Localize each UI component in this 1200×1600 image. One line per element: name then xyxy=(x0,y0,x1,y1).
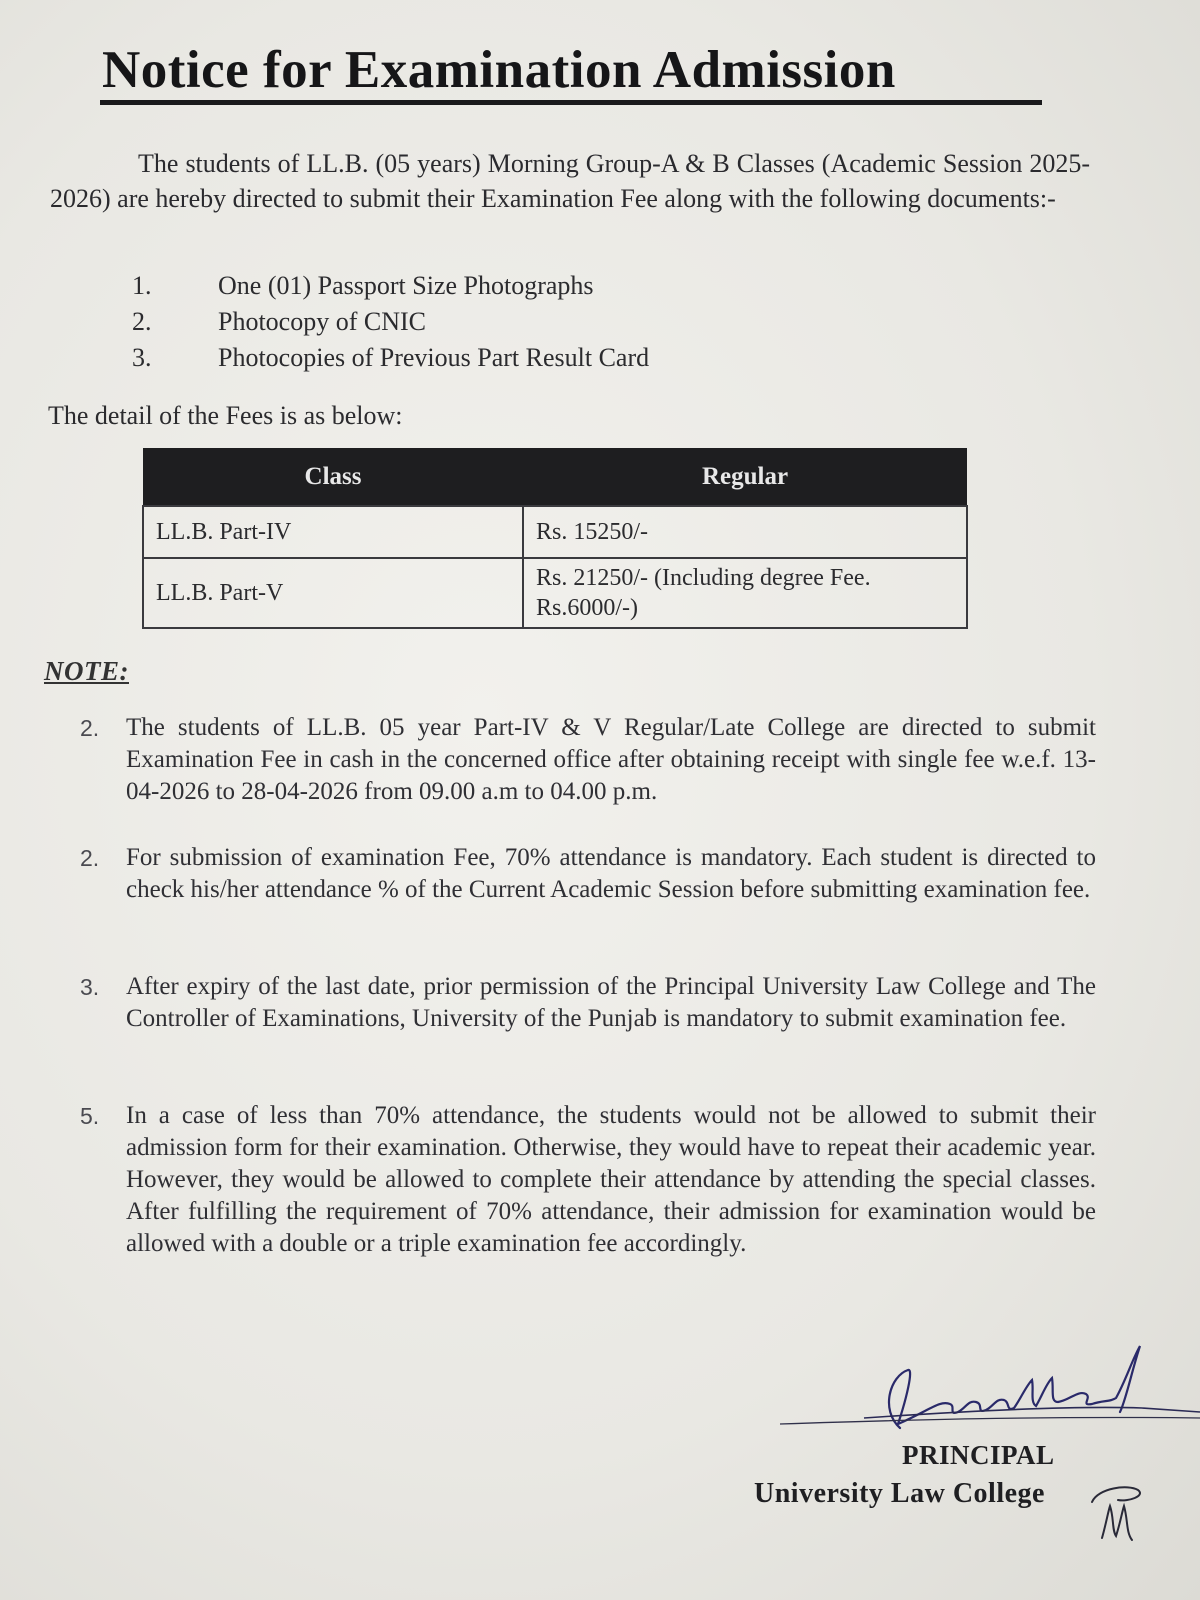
note-number: 2. xyxy=(80,715,100,741)
document-text: One (01) Passport Size Photographs xyxy=(218,271,594,300)
cell-class: LL.B. Part-IV xyxy=(143,506,523,558)
document-number: 1. xyxy=(132,271,152,300)
note-item xyxy=(80,842,1096,906)
document-text: Photocopy of CNIC xyxy=(218,307,426,336)
document-item xyxy=(132,340,892,376)
note-text: After expiry of the last date, prior permission of the Principal University Law College and The Controller of Examinations, University of the Punjab is mandatory to submit examination fee. xyxy=(126,973,1096,1032)
cell-regular-fee: Rs. 15250/- xyxy=(523,506,967,558)
note-item xyxy=(80,712,1096,808)
note-text: In a case of less than 70% attendance, the students would not be allowed to submit their admission form for their examination. Otherwise, they would have to repeat their academic year. However, they would be allowed to complete their attendance by attending the special classes. After fulfilling the requirement of 70% attendance, their admission for examination would be allowed with a double or a triple examination fee accordingly. xyxy=(126,1102,1096,1257)
fees-intro: The detail of the Fees is as below: xyxy=(48,401,403,430)
initials-mark xyxy=(1088,1478,1148,1548)
document-item xyxy=(132,304,892,340)
note-number: 2. xyxy=(80,845,100,871)
intro-paragraph: The students of LL.B. (05 years) Morning Group-A & B Classes (Academic Session 2025-2026) are hereby directed to submit their Examination Fee along with the following documents:- xyxy=(50,149,1090,213)
note-text: The students of LL.B. 05 year Part-IV & V Regular/Late College are directed to submit Examination Fee in cash in the concerned office after obtaining receipt with single fee w.e.f. 13-04-2026 to 28-04-2026 from 09.00 a.m to 04.00 p.m. xyxy=(126,714,1096,805)
cell-regular-fee: Rs. 21250/- (Including degree Fee. Rs.6000/-) xyxy=(523,558,967,628)
header-regular: Regular xyxy=(523,448,967,506)
signatory-organization: University Law College xyxy=(754,1478,1045,1509)
document-text: Photocopies of Previous Part Result Card xyxy=(218,343,650,372)
title-underline xyxy=(100,100,1042,105)
note-number: 5. xyxy=(80,1103,100,1129)
note-text: For submission of examination Fee, 70% attendance is mandatory. Each student is directed to check his/her attendance % of the Current Academic Session before submitting examination fee. xyxy=(126,844,1096,903)
notice-title: Notice for Examination Admission xyxy=(102,41,896,99)
document-item xyxy=(132,268,892,304)
note-number: 3. xyxy=(80,974,100,1000)
documents-list xyxy=(132,268,892,376)
document-number: 2. xyxy=(132,307,152,336)
cell-class: LL.B. Part-V xyxy=(143,558,523,628)
note-item xyxy=(80,971,1096,1035)
table-row xyxy=(143,558,967,628)
document-number: 3. xyxy=(132,343,152,372)
note-label: NOTE: xyxy=(44,656,129,686)
fee-table xyxy=(142,448,968,629)
note-item xyxy=(80,1100,1096,1260)
signatory-title: PRINCIPAL xyxy=(902,1440,1055,1470)
fee-table-header-row xyxy=(143,448,967,506)
header-class: Class xyxy=(143,448,523,506)
table-row xyxy=(143,506,967,558)
